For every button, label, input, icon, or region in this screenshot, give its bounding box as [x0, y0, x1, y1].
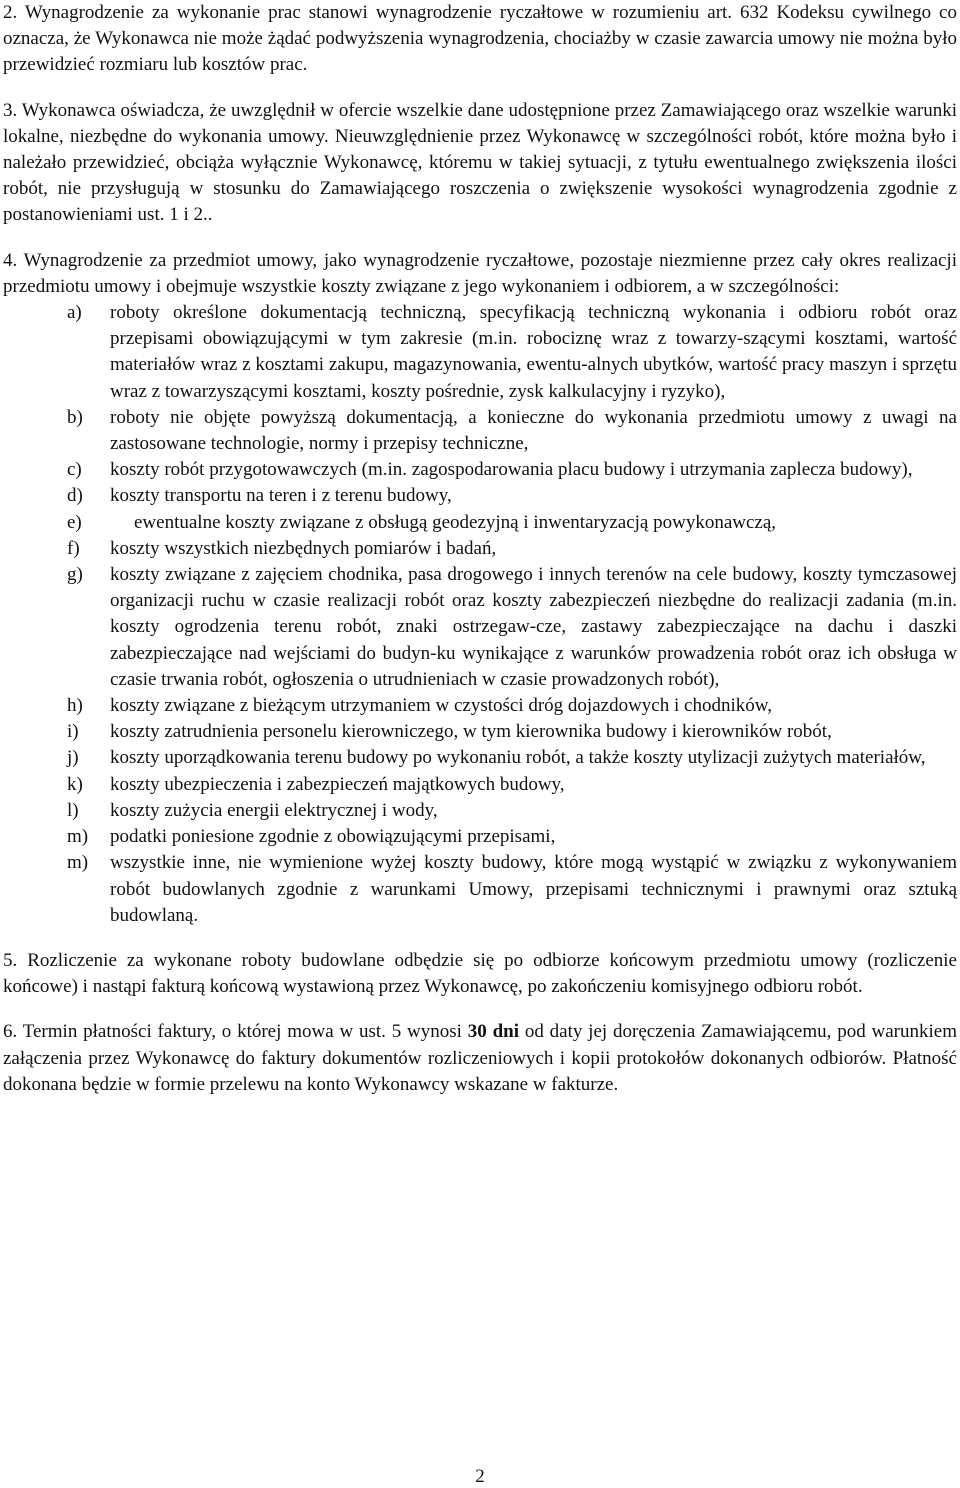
list-item — [3, 772, 957, 798]
list-item-letter: i) — [67, 721, 79, 743]
list-item-text: ewentualne koszty związane z obsługą geodezyjną i inwentaryzacją powykonawczą, — [134, 511, 777, 533]
list-item — [3, 798, 957, 824]
list-item — [3, 824, 957, 850]
list-item — [3, 745, 957, 771]
list-item-text: koszty związane z bieżącym utrzymaniem w czystości dróg dojazdowych i chodników, — [110, 695, 772, 717]
paragraph-6-end: od daty jej doręczenia Zamawiającemu, pod warunkiem załączenia przez Wykonawcę do faktury dokumentów rozliczeniowych i kopii protokołów dokonanych odbiorów. Płatność dokonana będzie w formie przelewu na konto Wykonawcy wskazane w fakturze. — [3, 1021, 957, 1095]
list-item-text: koszty robót przygotowawczych (m.in. zagospodarowania placu budowy i utrzymania zaplecza budowy), — [110, 459, 913, 481]
paragraph-3: 3. Wykonawca oświadcza, że uwzględnił w ofercie wszelkie dane udostępnione przez Zamawiającego oraz wszelkie warunki lokalne, niezbędne do wykonania umowy. Nieuwzględnienie przez Wykonawcę w szczególności robót, które można było i należało przewidzieć, obciąża wyłącznie Wykonawcę, któremu w takiej sytuacji, z tytułu ewentualnego zwiększenia ilości robót, nie przysługują w stosunku do Zamawiającego roszczenia o zwiększenie wysokości wynagrodzenia zgodnie z postanowieniami ust. 1 i 2.. — [3, 99, 957, 226]
paragraph-6 — [3, 1019, 957, 1098]
list-item-text: koszty ubezpieczenia i zabezpieczeń majątkowych budowy, — [110, 773, 565, 795]
list-item-text: koszty wszystkich niezbędnych pomiarów i badań, — [110, 537, 497, 559]
list-item-letter: k) — [67, 773, 83, 795]
list-item-text: koszty zatrudnienia personelu kierowniczego, w tym kierownika budowy i kierowników robót, — [110, 721, 832, 743]
list-item-letter: m) — [67, 826, 89, 848]
paragraph-6-start: 6. Termin płatności faktury, o której mowa w ust. 5 wynosi — [3, 1021, 468, 1043]
list-item-text: roboty nie objęte powyższą dokumentacją, a konieczne do wykonania przedmiotu umowy z uwagi na zastosowane technologie, normy i przepisy techniczne, — [110, 406, 957, 455]
list-item-letter: h) — [67, 695, 83, 717]
list-item — [3, 536, 957, 562]
paragraph-4: 4. Wynagrodzenie za przedmiot umowy, jako wynagrodzenie ryczałtowe, pozostaje niezmienne przez cały okres realizacji przedmiotu umowy i obejmuje wszystkie koszty związane z jego wykonaniem i odbiorem, a w szczególności: — [3, 249, 957, 297]
list-item — [3, 510, 957, 536]
list-item-letter: g) — [67, 564, 83, 586]
list-item-letter: c) — [67, 459, 82, 481]
document-page — [3, 0, 957, 1098]
list-item — [3, 562, 957, 693]
list-item-letter: f) — [67, 537, 80, 559]
list-item-letter: d) — [67, 485, 83, 507]
list-item-letter: b) — [67, 406, 83, 428]
paragraph-5: 5. Rozliczenie za wykonane roboty budowlane odbędzie się po odbiorze końcowym przedmiotu umowy (rozliczenie końcowe) i nastąpi fakturą końcową wystawioną przez Wykonawcę, po zakończeniu komisyjnego odbioru robót. — [3, 949, 957, 998]
list-item-text: koszty transportu na teren i z terenu budowy, — [110, 485, 452, 507]
list-item-text: wszystkie inne, nie wymienione wyżej koszty budowy, które mogą wystąpić w związku z wykonywaniem robót budowlanych zgodnie z warunkami Umowy, przepisami technicznymi i prawnymi oraz sztuką budowlaną. — [110, 852, 957, 926]
list-item-letter: j) — [67, 747, 79, 769]
page-number: 2 — [475, 1466, 485, 1487]
list-item — [3, 483, 957, 509]
list-item — [3, 693, 957, 719]
list-item-letter: m) — [67, 852, 89, 874]
list-item — [3, 405, 957, 457]
list-item-text: koszty uporządkowania terenu budowy po wykonaniu robót, a także koszty utylizacji zużytych materiałów, — [110, 747, 926, 769]
cost-item-list — [3, 300, 957, 929]
list-item-text: koszty zużycia energii elektrycznej i wody, — [110, 799, 438, 821]
list-item-letter: a) — [67, 302, 82, 324]
list-item — [3, 719, 957, 745]
list-item-text: roboty określone dokumentacją techniczną, specyfikacją techniczną wykonania i odbioru robót oraz przepisami obowiązującymi w tym zakresie (m.in. robociznę wraz z towarzy-szącymi kosztami, wartość materiałów wraz z kosztami zakupu, magazynowania, ewentu-alnych ubytków, wartość pracy maszyn i sprzętu wraz z towarzyszącymi kosztami, koszty pośrednie, zysk kalkulacyjny i ryzyko), — [110, 302, 957, 402]
list-item-text: podatki poniesione zgodnie z obowiązującymi przepisami, — [110, 826, 556, 848]
payment-term-days: 30 dni — [467, 1021, 520, 1043]
list-item-letter: l) — [67, 799, 79, 821]
paragraph-4-block — [3, 248, 957, 929]
list-item-text: koszty związane z zajęciem chodnika, pasa drogowego i innych terenów na cele budowy, koszty tymczasowej organizacji ruchu w czasie realizacji robót oraz koszty zabezpieczeń niezbędne do realizacji zadania (m.in. koszty ogrodzenia terenu robót, znaki ostrzegaw-cze, zastawy zabezpieczające na dachu i daszki zabezpieczające nad wejściami do budyn-ku wynikające z warunków prowadzenia robót oraz ich obsługa w czasie trwania robót, ogłoszenia o utrudnieniach w czasie prowadzonych robót), — [110, 564, 957, 690]
list-item — [3, 457, 957, 483]
paragraph-2: 2. Wynagrodzenie za wykonanie prac stanowi wynagrodzenie ryczałtowe w rozumieniu art. 632 Kodeksu cywilnego co oznacza, że Wykonawca nie może żądać podwyższenia wynagrodzenia, chociażby w czasie zawarcia umowy nie można było przewidzieć rozmiaru lub kosztów prac. — [3, 2, 957, 76]
list-item — [3, 850, 957, 929]
list-item — [3, 300, 957, 405]
list-item-letter: e) — [67, 511, 82, 533]
